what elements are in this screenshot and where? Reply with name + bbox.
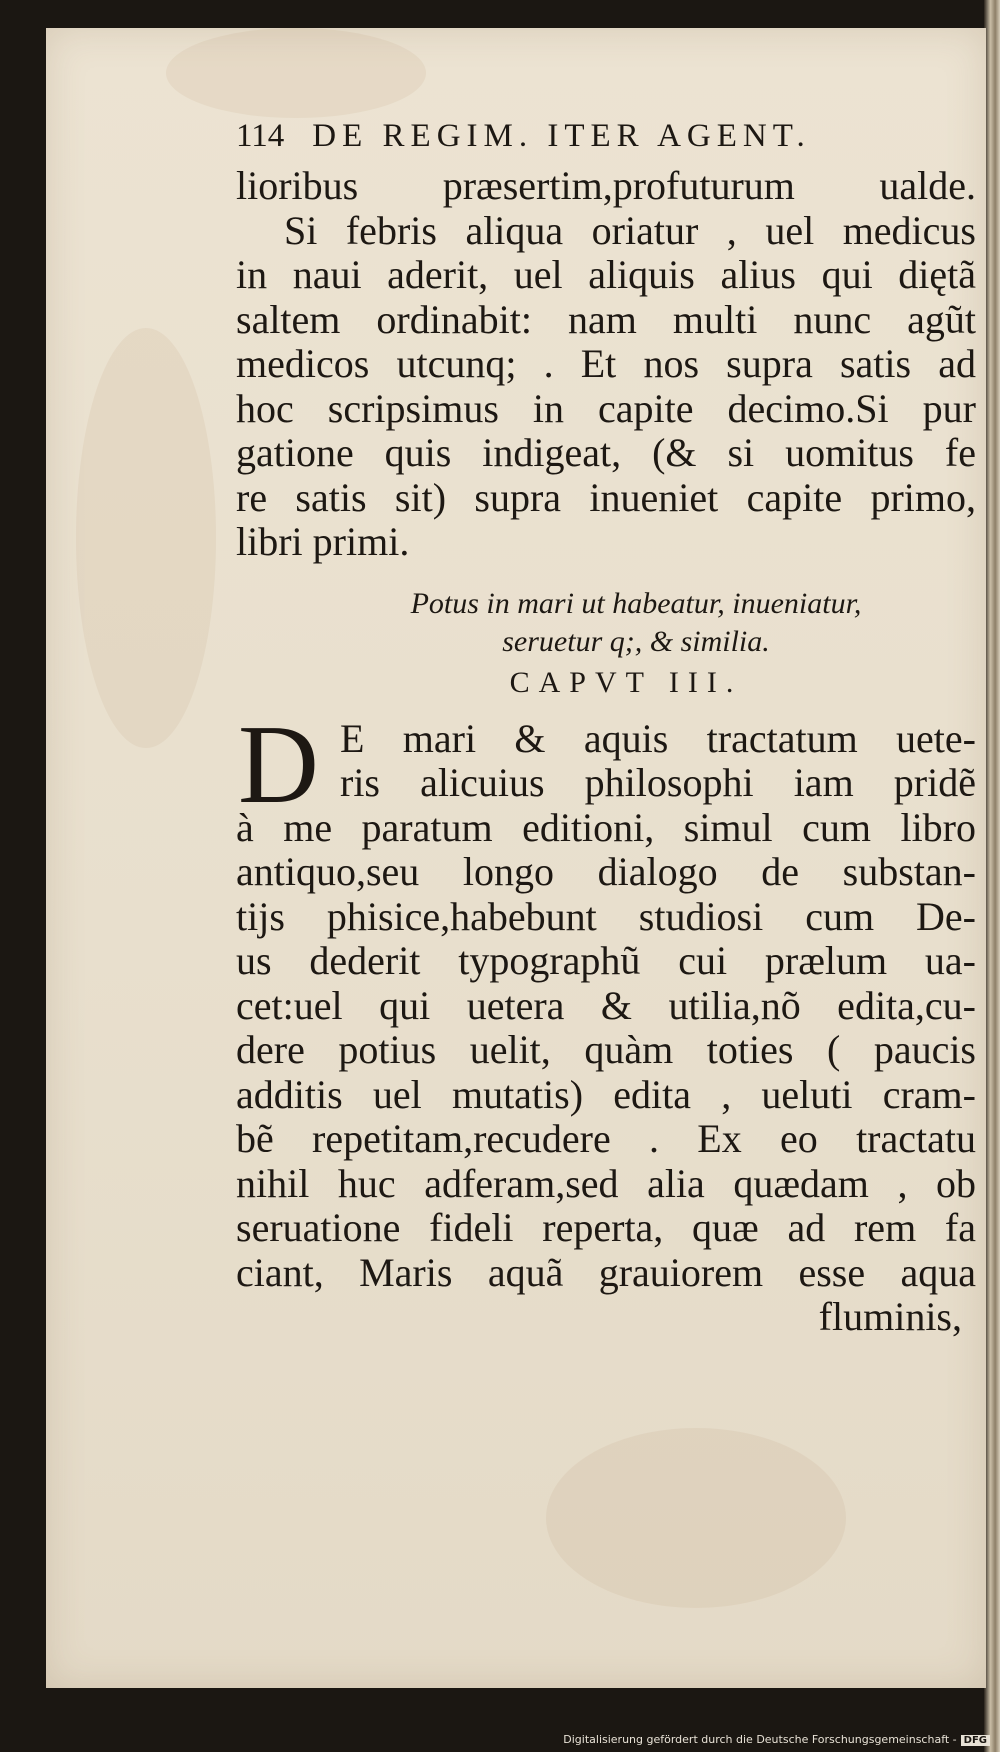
paper-stain [546, 1428, 846, 1608]
text-line: libri primi. [236, 519, 410, 564]
section-heading-line: seruetur q;, & similia. [502, 624, 770, 658]
paper-stain [166, 28, 426, 118]
section-heading-line: Potus in mari ut habeatur, inueniatur, [410, 586, 862, 620]
text-line: nihil huc adferam,sed alia quædam , ob [236, 1160, 976, 1206]
text-line: saltem ordinabit: nam multi nunc agũt [236, 296, 976, 342]
paper-stain [76, 328, 216, 748]
drop-cap-initial: D [238, 702, 319, 827]
text-line: seruatione fideli reperta, quæ ad rem fa [236, 1205, 976, 1250]
text-line: dere potius uelit, quàm toties ( paucis [236, 1027, 976, 1072]
text-block [236, 108, 976, 1339]
book-edge [984, 0, 1000, 1752]
text-line: medicos utcunq; . Et nos supra satis ad [236, 341, 976, 386]
credit-text: Digitalisierung gefördert durch die Deutsche Forschungsgemeinschaft - [563, 1733, 957, 1746]
text-line: Si febris aliqua oriatur , uel medicus [284, 207, 976, 253]
text-line: additis uel mutatis) edita , ueluti cram- [236, 1071, 976, 1117]
text-line: gatione quis indigeat, (& si uomitus fe [236, 430, 976, 475]
text-line: à me paratum editioni, simul cum libro [236, 804, 976, 850]
chapter-heading: CAPVT III. [509, 665, 743, 699]
text-line: antiquo,seu longo dialogo de substan- [236, 849, 976, 894]
text-line: hoc scripsimus in capite decimo.Si pur [236, 385, 976, 431]
text-line: re satis sit) supra inueniet capite primo, [236, 474, 976, 520]
dfg-logo: DFG [961, 1735, 990, 1746]
text-line: bẽ repetitam,recudere . Ex eo tractatu [236, 1116, 976, 1161]
text-line: us dederit typographũ cui prælum ua- [236, 938, 976, 983]
running-head [236, 108, 976, 164]
text-line: ris alicuius philosophi iam pridẽ [340, 760, 976, 805]
text-line: E mari & aquis tractatum uete- [340, 715, 976, 761]
digitization-credit [563, 1733, 990, 1746]
text-line: in naui aderit, uel aliquis alius qui diętã [236, 252, 976, 297]
catchword: fluminis, [818, 1294, 962, 1339]
running-title: DE REGIM. ITER AGENT. [312, 118, 811, 154]
text-line: cet:uel qui uetera & utilia,nõ edita,cu- [236, 982, 976, 1028]
page-number: 114 [236, 118, 285, 154]
text-line: tijs phisice,habebunt studiosi cum De- [236, 893, 976, 939]
text-line: lioribus præsertim,profuturum ualde. [236, 163, 976, 208]
text-line: ciant, Maris aquã grauiorem esse aqua [236, 1249, 976, 1295]
